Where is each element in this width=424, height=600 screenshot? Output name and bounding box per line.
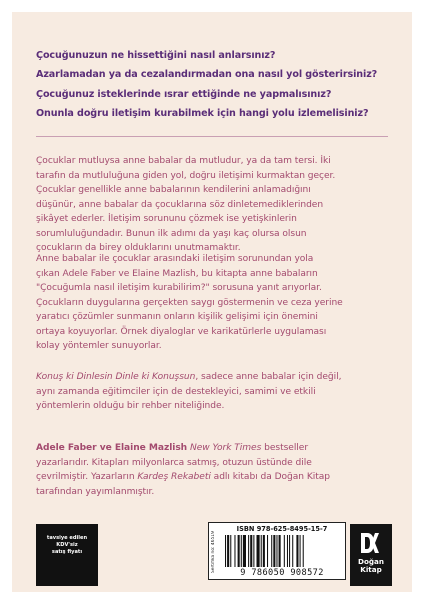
publisher-logo [350, 524, 392, 586]
text-line: yazarlarıdır. Kitapları milyonlarca satmış, otuzun üstünde dile [36, 457, 312, 468]
question-line: Onunla doğru iletişim kurabilmek için hangi yolu izlemelisiniz? [36, 107, 369, 119]
text-line: şikâyet ederler. İletişim sorununu çözmek ise yetişkinlerin [36, 214, 297, 224]
text-line: yaratıcı çözümler sunmanın onların kişilik gelişimi için önemini [36, 312, 318, 322]
text-line: "Çocuğumla nasıl iletişim kurabilirim?" sorusuna yanıt arıyorlar. [36, 283, 322, 293]
paragraph-guide [36, 370, 390, 414]
text-line: çocukların da birey olduklarını unutmamaktır. [36, 243, 241, 253]
text-line [36, 470, 390, 485]
text-line: aynı zamanda eğitimciler için de destekleyici, samimi ve etkili [36, 386, 316, 397]
question-list [36, 46, 396, 123]
price-label-line: satış fiyatı [51, 548, 83, 555]
isbn-label: ISBN 978-625-8495-15-7 [236, 525, 328, 533]
text-line: kolay yöntemler sunuyorlar. [36, 341, 162, 351]
certificate-number: Sertifika no: 46519 [211, 531, 216, 573]
other-book-title: Kardeş Rekabeti [137, 472, 211, 482]
text-line: Çocuklar mutluysa anne babalar da mutludur, ya da tam tersi. İki [36, 156, 331, 166]
newspaper-name: New York Times [189, 443, 262, 453]
text-segment: çevrilmiştir. Yazarların [36, 472, 138, 482]
text-line: tarafından yayımlanmıştır. [36, 486, 155, 497]
question-line: Çocuğunuz isteklerinde ısrar ettiğinde ne yapmalısınız? [36, 88, 332, 100]
publisher-name-line: Kitap [360, 565, 382, 575]
barcode-block [208, 522, 346, 580]
text-line: Anne babalar ile çocuklar arasındaki iletişim sorunundan yola [36, 254, 314, 264]
barcode-bars [225, 535, 339, 567]
dk-logo-icon [358, 530, 384, 556]
text-line: yöntemlerin olduğu bir rehber niteliğinde. [36, 401, 225, 411]
text-line: ortaya koyuyorlar. Örnek diyaloglar ve karikatürlerle uygulaması [36, 326, 327, 337]
text-line: çıkan Adele Faber ve Elaine Mazlish, bu kitapta anne babaların [36, 268, 318, 279]
divider-line [36, 136, 388, 137]
text-line: sorumluluğundadır. Bunun ilk adımı da yaşı kaç olursa olsun [36, 228, 307, 239]
paragraph-authors [36, 441, 390, 499]
text-line: tarafın da mutluluğuna giden yol, doğru iletişimi kurmaktan geçer. [36, 170, 336, 181]
book-back-cover [12, 12, 412, 592]
text-line: düşünür, anne babalar da çocuklarına söz dinletemediklerinden [36, 199, 324, 210]
text-line [36, 441, 390, 456]
price-label-line: KDV'siz [56, 541, 78, 548]
barcode-number: 9 786050 908572 [240, 568, 324, 578]
question-line: Çocuğunuzun ne hissettiğini nasıl anlarsınız? [36, 50, 276, 61]
text-segment: adlı kitabı da Doğan Kitap [210, 472, 330, 482]
question-line: Azarlamadan ya da cezalandırmadan ona nasıl yol gösterirsiniz? [36, 69, 378, 81]
text-line: Çocuklar genellikle anne babalarının kendilerini anlamadığını [36, 185, 311, 195]
price-box [36, 524, 98, 586]
price-label-line: tavsiye edilen [46, 535, 88, 541]
text-segment: , sadece anne babalar için değil, [195, 372, 342, 382]
text-segment: bestseller [261, 443, 309, 453]
text-line [36, 370, 390, 385]
paragraph-description [36, 252, 390, 354]
book-title: Konuş ki Dinlesin Dinle ki Konuşsun [36, 372, 196, 382]
publisher-name-line: Doğan [357, 557, 385, 566]
paragraph-intro [36, 154, 390, 256]
author-names: Adele Faber ve Elaine Mazlish [36, 443, 188, 453]
text-line: Çocukların duygularına gerçekten saygı göstermenin ve ceza yerine [36, 297, 343, 308]
